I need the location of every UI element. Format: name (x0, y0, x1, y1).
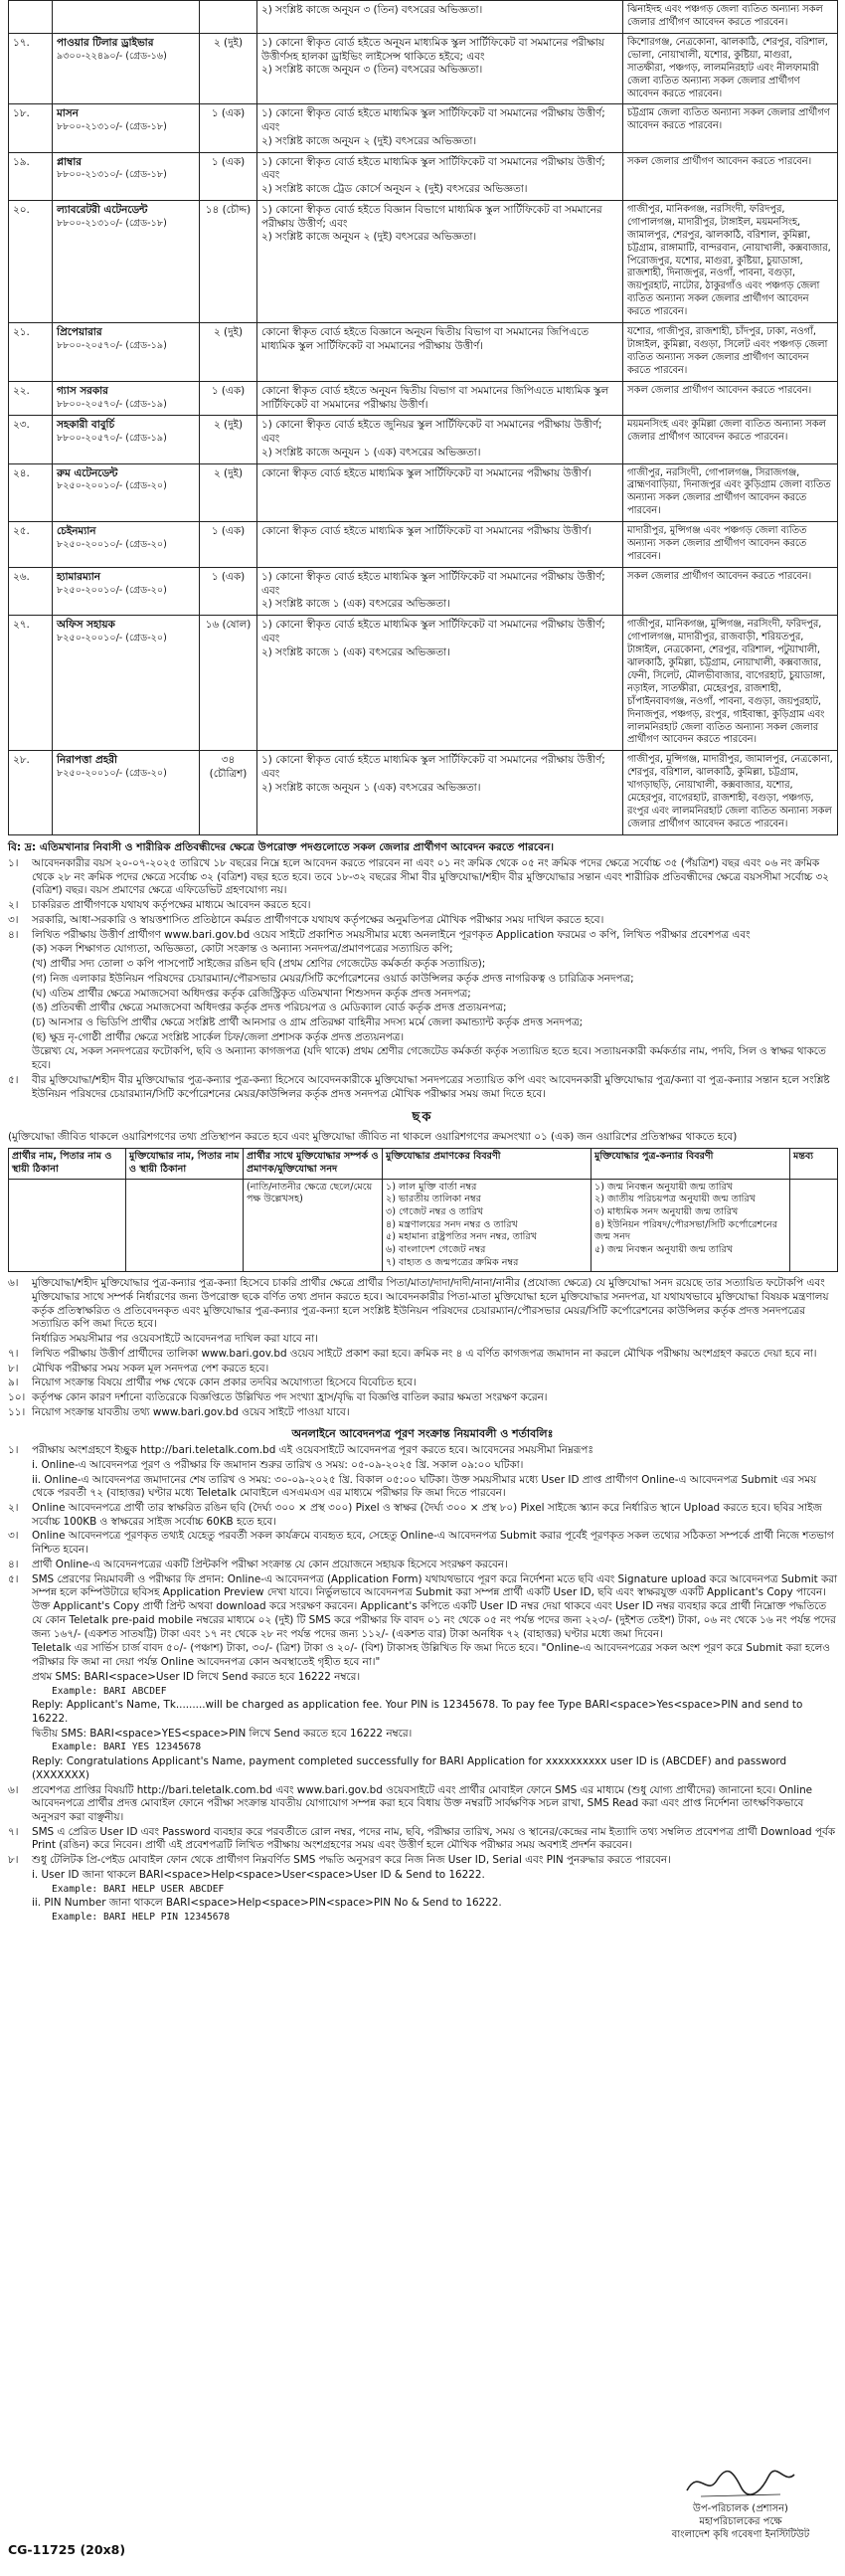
sms1-intro: প্রথম SMS: BARI<space>User ID লিখে Send করতে হবে 16222 নম্বরে। (32, 1670, 361, 1683)
nb-item-number: ৩। (8, 913, 19, 926)
nb-item (8, 914, 837, 928)
recovery-pin-example: Example: BARI HELP PIN 12345678 (52, 1912, 231, 1924)
qualification-line: কোনো স্বীকৃত বোর্ড হইতে মাধ্যমিক স্কুল সার্টিফিকেট বা সমমানের পরীক্ষায় উত্তীর্ণ। (261, 525, 592, 538)
nb-sub-items (8, 943, 837, 1044)
form-header-cell: প্রার্থীর সাথে মুক্তিযোদ্ধার সম্পর্ক ও প্রমাণক/মুক্তিযোদ্ধা সনদ (244, 1149, 383, 1179)
post-row (9, 416, 838, 463)
qualification-line: ১) কোনো স্বীকৃত বোর্ড হইতে অনূ্যন মাধ্যমিক স্কুল সার্টিফিকেট বা সমমানের পরীক্ষায় উত্তীর্ণসহ হালকা ড্রাইভিং লাইসেন্স থাকিতে হইবে; এবং (261, 36, 604, 63)
qualification-line: ২) সংশ্লিষ্ট কাজে ১ (এক) বৎসরের অভিজ্ঞতা। (261, 645, 450, 658)
post-count: ২ (দুই) (200, 33, 257, 104)
post-name: চেইনম্যান (57, 525, 96, 538)
form-header-row (9, 1149, 838, 1179)
post-count: ২ (দুই) (200, 416, 257, 463)
ad-code: CG-11725 (20x8) (8, 2541, 126, 2557)
nb-item-number: ২। (8, 899, 19, 912)
post-count: ১ (এক) (200, 567, 257, 615)
post-count: ৩৪ (চৌত্রিশ) (200, 751, 257, 835)
freedom-fighter-form-table (8, 1148, 838, 1272)
post-eligible-districts: গাজীপুর, মুন্সিগঞ্জ, মাদারীপুর, জামালপুর, নেত্রকোনা, শেরপুর, বরিশাল, ঝালকাঠি, কুমিল্লা, চট্টগ্রাম, খাগড়াছড়ি, নোয়াখালী, কক্সবাজার, যশোর, মেহেরপুর, বাগেরহাট, রাজশাহী, বগুড়া, পঞ্চগড়, রংপুর এবং লালমনিরহাট জেলা ব্যতিত অন্যান্য সকল জেলার প্রার্থীগণ আবেদন করতে পারবেন। (623, 751, 838, 835)
rule (8, 1363, 837, 1377)
rule-number: ৭। (8, 1347, 19, 1360)
qualification-line: ১) কোনো স্বীকৃত বোর্ড হইতে জুনিয়র স্কুল সার্টিফিকেট বা সমমানের পরীক্ষায় উত্তীর্ণ; এবং (261, 419, 602, 446)
rule-text: মুক্তিযোদ্ধা/শহীদ মুক্তিযোদ্ধার পুত্র-কন্যার পুত্র-কন্যা হিসেবে চাকরি প্রার্থীর ক্ষেত্রে প্রার্থীর পিতা/মাতা/দাদা/দাদী/নানা/নানীর (প্রযোজ্য ক্ষেত্রে) যে মুক্তিযোদ্ধা সনদ রয়েছে তার সত্যায়িত ফটোকপি এবং মুক্তিযোদ্ধার সাথে সম্পর্ক নির্ধারণের জন্য উপরোক্ত ছকে বর্ণিত তথ্য প্রদান করতে হবে। আবেদনকারীর পিতা-মাতা মুক্তিযোদ্ধা হলে মুক্তিযোদ্ধার সনদপত্র, যা যথাযথভাবে মুক্তিযোদ্ধা বিষয়ক মন্ত্রণালয় কর্তৃক প্রতিস্বাক্ষরিত ও প্রতিবেদনকৃত এবং মুক্তিযোদ্ধার পুত্র-কন্যার পুত্র-কন্যা হলে সংশ্লিষ্ট ইউনিয়ন পরিষদের চেয়ারম্যান/পৌরসভার মেয়র/সিটি কর্পোরেশনের কাউন্সিলর কর্তৃক প্রদত্ত সনদপত্রের সত্যায়িত কপি জমা দিতে হবে। (32, 1277, 829, 1331)
form-child-line: ৪) ইউনিয়ন পরিষদ/পৌরসভা/সিটি কর্পোরেশনের জন্ম সনদ (594, 1218, 778, 1243)
nb-sub-item: (খ) প্রার্থীর সদ্য তোলা ৩ কপি পাসপোর্ট সাইজের রঙিন ছবি (প্রথম শ্রেণির গেজেটেড কর্মকর্তা কর্তৃক সত্যায়িত); (32, 958, 486, 971)
post-serial: ২১. (9, 323, 53, 382)
nb-item-number: ১। (8, 856, 19, 869)
post-count: ১ (এক) (200, 381, 257, 415)
post-eligible-districts: কিশোরগঞ্জ, নেত্রকোনা, ঝালকাঠি, শেরপুর, বরিশাল, ভোলা, নোয়াখালী, যশোর, কুষ্টিয়া, মাগুরা, সাতক্ষীরা, পঞ্চগড়, লালমনিরহাট এবং নীলফামারী জেলা ব্যতিত অন্যান্য সকল জেলার প্রার্থীগণ আবেদন করতে পারবেন। (623, 33, 838, 104)
post-row (9, 33, 838, 104)
post-serial: ২৮. (9, 751, 53, 835)
form-cell-fighter (126, 1179, 244, 1272)
post-name-cell (53, 33, 200, 104)
online-item-text: প্রার্থী Online-এ আবেদনপত্রের একটি প্রিন্টকপি পরীক্ষা সংক্রান্ত যে কোন প্রয়োজনে সহায়ক হিসেবে সংরক্ষণ করবেন। (32, 1558, 508, 1570)
post-pay-scale: ৮৮০০-২১৩১০/- (গ্রেড-১৮) (57, 121, 167, 133)
online-item (8, 1826, 837, 1853)
post-row (9, 567, 838, 615)
rule-number (8, 1333, 32, 1347)
qualification-line: ২) সংশ্লিষ্ট কাজে ট্রেড কোর্সে অনূ্যন ২ (দুই) বৎসরের অভিজ্ঞতা। (261, 183, 528, 196)
post-pay-scale: ৮২৫০-২০০১০/- (গ্রেড-২০) (57, 480, 167, 492)
post-qualification (257, 104, 623, 152)
online-item-text: i. Online-এ আবেদনপত্র পূরণ ও পরীক্ষার ফি জমাদান শুরুর তারিখ ও সময়: ০৫-০৯-২০২৫ খ্রি. সকাল ০৯:০০ ঘটিকা। (32, 1458, 524, 1471)
post-name: পাওয়ার টিলার ড্রাইভার (57, 36, 154, 49)
nb-item-number: ৪। (8, 928, 19, 941)
form-proof-line: ৬) বাংলাদেশ গেজেট নম্বর (386, 1243, 486, 1255)
form-title: ছক (412, 1110, 433, 1126)
form-header-cell: প্রার্থীর নাম, পিতার নাম ও স্থায়ী ঠিকানা (9, 1149, 126, 1179)
footer (8, 2457, 837, 2566)
post-count: ১৬ (ষোল) (200, 616, 257, 751)
rule (8, 1377, 837, 1390)
nb-sub-item: (ঙ) প্রতিবন্ধী প্রার্থীর ক্ষেত্রে সমাজসেবা অধিদপ্তর কর্তৃক প্রদত্ত পরিচয়পত্র ও মেডিক্যাল বোর্ড কর্তৃক প্রদত্ত প্রত্যয়নপত্র; (32, 1002, 507, 1014)
post-name-cell (53, 381, 200, 415)
rule (8, 1406, 837, 1420)
post-name-cell (53, 751, 200, 835)
post-name-cell (53, 463, 200, 522)
post-pay-scale: ৮৮০০-২১৩১০/- (গ্রেড-১৮) (57, 217, 167, 229)
post-qualification (257, 152, 623, 200)
online-item (8, 1502, 837, 1529)
post-qualification (257, 1, 623, 34)
post-eligible-districts: মাদারীপুর, মুন্সিগঞ্জ এবং পঞ্চগড় জেলা ব্যতিত অন্যান্য সকল জেলার প্রার্থীগণ আবেদন করতে পারবেন। (623, 522, 838, 568)
qualification-line: কোনো স্বীকৃত বোর্ড হইতে বিজ্ঞানে অনূ্যন দ্বিতীয় বিভাগ বা সমমানের জিপিএতে মাধ্যমিক স্কুল সার্টিফিকেট বা সমমানের পরীক্ষায় উত্তীর্ণ। (261, 326, 590, 352)
post-pay-scale: ৮২৫০-২০০১০/- (গ্রেড-২০) (57, 632, 167, 644)
online-item-number: ৫। (8, 1572, 19, 1585)
form-child-line: ১) জন্ম নিবন্ধন অনুযায়ী জন্ম তারিখ (594, 1181, 734, 1193)
online-item-text: প্রবেশপত্র প্রাপ্তির বিষয়টি http://bari.teletalk.com.bd এবং www.bari.gov.bd ওয়েবসাইটে এবং প্রার্থীর মোবাইল ফোনে SMS এর মাধ্যমে (শুধু যোগ্য প্রার্থীদের) জানানো হবে। Online আবেদনপত্রে প্রার্থীর প্রদত্ত মোবাইল ফোনে পরীক্ষা সংক্রান্ত যাবতীয় যোগাযোগ সম্পন্ন করা হবে বিধায় উক্ত নম্বরটি সার্বক্ষণিক সচল রাখা, SMS Read করা এবং প্রাপ্ত নির্দেশনা তাৎক্ষণিকভাবে অনুসরণ করা বাঞ্ছনীয়। (32, 1783, 813, 1823)
post-eligible-districts: সকল জেলার প্রার্থীগণ আবেদন করতে পারবেন। (623, 152, 838, 200)
post-count: ১ (এক) (200, 522, 257, 568)
post-row (9, 1, 838, 34)
post-qualification (257, 200, 623, 322)
form-header-cell: মন্তব্য (790, 1149, 838, 1179)
rule-number: ৯। (8, 1377, 19, 1389)
online-item-text: Online আবেদনপত্রে প্রার্থী তার স্বাক্ষরিত রঙিন ছবি (দৈর্ঘ্য ৩০০ × প্রস্থ ৩০০) Pixel ও স্বাক্ষর (দৈর্ঘ্য ৩০০ × প্রস্থ ৮০) Pixel সাইজে স্ক্যান করে নির্ধারিত স্থানে Upload করতে হবে। ছবির সাইজ সর্বোচ্চ 100KB ও স্বাক্ষরের সাইজ সর্বোচ্চ 60KB হতে হবে। (32, 1501, 822, 1528)
post-name-cell (53, 416, 200, 463)
post-name: গ্যাস সরকার (57, 384, 108, 397)
post-row (9, 463, 838, 522)
online-item-number (8, 1459, 32, 1473)
post-row (9, 152, 838, 200)
sms2-reply: Reply: Congratulations Applicant's Name, payment completed successfully for BARI Application for xxxxxxxxxx user ID is (ABCDEF) and password (XXXXXXX) (32, 1755, 787, 1781)
post-row (9, 200, 838, 322)
online-item (8, 1784, 837, 1825)
online-items (8, 1444, 837, 1670)
online-item-text: ii. Online-এ আবেদনপত্র জমাদানের শেষ তারিখ ও সময়: ৩০-০৯-২০২৫ খ্রি. বিকাল ০৫:০০ ঘটিকা। উক্ত সময়সীমার মধ্যে User ID প্রাপ্ত প্রার্থীগণ Online-এ আবেদনপত্র Submit এর সময় থেকে পরবর্তী ৭২ (বাহাত্তর) ঘণ্টার মধ্যে Teletalk মোবাইলে এসএমএস এর মাধ্যমে পরীক্ষার ফি জমা দিতে পারবেন। (32, 1473, 817, 1500)
post-count: ১ (এক) (200, 104, 257, 152)
form-proof-line: ৩) গেজেট নম্বর ও তারিখ (386, 1205, 484, 1217)
post-qualification (257, 33, 623, 104)
post-serial (9, 1, 53, 34)
post-name-cell (53, 323, 200, 382)
qualification-line: ১) কোনো স্বীকৃত বোর্ড হইতে মাধ্যমিক স্কুল সার্টিফিকেট বা সমমানের পরীক্ষায় উত্তীর্ণ; এবং (261, 570, 605, 597)
online-item-text: Teletalk এর সার্ভিস চার্জ বাবদ ৫০/- (পঞ্চাশ) টাকা, ৩০/- (ত্রিশ) টাকা ও ২০/- (বিশ) টাকাসহ উল্লিখিত ফি জমা দিতে হবে। "Online-এ আবেদনপত্রের সকল অংশ পূরণ করে Submit করা হলেও পরীক্ষার ফি জমা না দেয়া পর্যন্ত Online আবেদনপত্র কোন অবস্থাতেই গৃহীত হবে না।" (32, 1642, 830, 1669)
post-eligible-districts: যশোর, গাজীপুর, রাজশাহী, চাঁদপুর, ঢাকা, নওগাঁ, টাঙ্গাইল, কুমিল্লা, বগুড়া, সিলেট এবং পঞ্চগড় জেলা ব্যতিত অন্যান্য সকল জেলার প্রার্থীগণ আবেদন করতে পারবেন। (623, 323, 838, 382)
online-item (8, 1474, 837, 1501)
post-count: ১৪ (চৌদ্দ) (200, 200, 257, 322)
post-name-cell (53, 1, 200, 34)
post-eligible-districts: গাজীপুর, নরসিংদী, গোপালগঞ্জ, সিরাজগঞ্জ, ব্রাহ্মণবাড়িয়া, দিনাজপুর এবং কুড়িগ্রাম জেলা ব্যতিত অন্যান্য সকল জেলার প্রার্থীগণ আবেদন করতে পারবেন। (623, 463, 838, 522)
qualification-line: ১) কোনো স্বীকৃত বোর্ড হইতে বিজ্ঞান বিভাগে মাধ্যমিক স্কুল সার্টিফিকেট বা সমমানের পরীক্ষায় উত্তীর্ণ; এবং (261, 203, 602, 230)
sms1-reply: Reply: Applicant's Name, Tk.........will be charged as application fee. Your PIN is 12345678. To pay fee Type BARI<space>Yes<space>PIN and send to 16222. (32, 1699, 803, 1725)
nb-sub-item: (ক) সকল শিক্ষাগত যোগ্যতা, অভিজ্ঞতা, কোটা সংক্রান্ত ও অন্যান্য সনদপত্র/প্রমাণপত্রের সত্যায়িত কপি; (32, 943, 453, 956)
post-name: নিরাপত্তা প্রহরী (57, 754, 117, 767)
post-row (9, 751, 838, 835)
rule-text: নিয়োগ সংক্রান্ত বিষয়ে প্রার্থীর পক্ষ থেকে কোন প্রকার তদবির অযোগ্যতা হিসেবে বিবেচিত হবে। (32, 1377, 417, 1389)
post-name: মাসন (57, 107, 79, 120)
post-name-cell (53, 567, 200, 615)
qualification-line: কোনো স্বীকৃত বোর্ড হইতে মাধ্যমিক স্কুল সার্টিফিকেট বা সমমানের পরীক্ষায় উত্তীর্ণ। (261, 466, 592, 479)
form-proof-line: ৪) মন্ত্রণালয়ের সনদ নম্বর ও তারিখ (386, 1218, 518, 1230)
nb-item (8, 929, 837, 943)
qualification-line: ১) কোনো স্বীকৃত বোর্ড হইতে মাধ্যমিক স্কুল সার্টিফিকেট বা সমমানের পরীক্ষায় উত্তীর্ণ; এবং (261, 155, 605, 182)
nb-section (8, 841, 837, 1101)
post-qualification (257, 567, 623, 615)
online-item-number (8, 1642, 32, 1669)
form-child-line: ২) জাতীয় পরিচয়পত্র অনুযায়ী জন্ম তারিখ (594, 1194, 757, 1205)
post-count: ২ (দুই) (200, 463, 257, 522)
post-pay-scale: ৮২৫০-২০০১০/- (গ্রেড-২০) (57, 538, 167, 550)
post-count: ২ (দুই) (200, 323, 257, 382)
post-row (9, 616, 838, 751)
form-header-cell: মুক্তিযোদ্ধার প্রমাণকের বিবরণী (383, 1149, 592, 1179)
rule (8, 1333, 837, 1347)
signature-icon (681, 2463, 800, 2502)
nb-item-text: চাকরিরত প্রার্থীগণকে যথাযথ কর্তৃপক্ষের মাধ্যমে আবেদন করতে হবে। (32, 899, 311, 912)
post-pay-scale: ৯৩০০-২২৪৯০/- (গ্রেড-১৬) (57, 50, 167, 62)
form-intro: (মুক্তিযোদ্ধা জীবিত থাকলে ওয়ারিশগণের তথ্য প্রতিস্থাপন করতে হবে এবং মুক্তিযোদ্ধা জীবিত না থাকলে ওয়ারিশগণের ক্রমসংখ্যা ০১ (এক) জন ওয়ারিশের প্রতিস্বাক্ষর থাকতে হবে) (8, 1130, 738, 1143)
post-count (200, 1, 257, 34)
post-eligible-districts: গাজীপুর, মানিকগঞ্জ, নরসিংদী, ফরিদপুর, গোপালগঞ্জ, মাদারীপুর, টাঙ্গাইল, ময়মনসিংহ, জামালপুর, শেরপুর, ঝালকাঠি, বরিশাল, কুমিল্লা, চট্টগ্রাম, রাঙ্গামাটি, বান্দরবান, নোয়াখালী, কক্সবাজার, পিরোজপুর, যশোর, মাগুরা, কুষ্টিয়া, চুয়াডাঙ্গা, রাজশাহী, দিনাজপুর, নওগাঁ, পাবনা, বগুড়া, জয়পুরহাট, নাটোর, ঠাকুরগাঁও এবং পঞ্চগড় জেলা ব্যতিত অন্যান্য সকল জেলার প্রার্থীগণ আবেদন করতে পারবেন। (623, 200, 838, 322)
rule (8, 1277, 837, 1332)
post-row (9, 381, 838, 415)
rule-text: নিয়োগ সংক্রান্ত যাবতীয় তথ্য www.bari.gov.bd ওয়েব সাইটে পাওয়া যাবে। (32, 1405, 350, 1418)
form-header-cell: মুক্তিযোদ্ধার পুত্র-কন্যার বিবরণী (592, 1149, 790, 1179)
post-row (9, 522, 838, 568)
qualification-line: ২) সংশ্লিষ্ট কাজে অনূ্যন ৩ (তিন) বৎসরের অভিজ্ঞতা। (261, 4, 483, 16)
post-serial: ২০. (9, 200, 53, 322)
post-name-cell (53, 200, 200, 322)
form-proof-line: ১) লাল মুক্তি বার্তা নম্বর (386, 1181, 477, 1193)
post-serial: ১৮. (9, 104, 53, 152)
signatory-on-behalf: মহাপরিচালকের পক্ষে (699, 2516, 782, 2528)
post-name-cell (53, 616, 200, 751)
recovery-userid: i. User ID জানা থাকলে BARI<space>Help<space>User<space>User ID & Send to 16222. (32, 1868, 485, 1881)
online-item-text: Online আবেদনপত্রে পূরণকৃত তথ্যই যেহেতু পরবর্তী সকল কার্যক্রমে ব্যবহৃত হবে, সেহেতু Online-এ আবেদনপত্র Submit করার পূর্বেই পূরণকৃত সকল তথ্যের সঠিকতা সম্পর্কে প্রার্থী নিজে শতভাগ নিশ্চিত হবেন। (32, 1530, 834, 1557)
nb-note: উল্লেখ্য যে, সকল সনদপত্রের ফটোকপি, ছবি ও অন্যান্য কাগজপত্র (যদি থাকে) প্রথম শ্রেণীর গেজেটেড কর্মকর্তা কর্তৃক সত্যায়িত হতে হবে। সত্যায়নকারী কর্মকর্তার নাম, পদবি, সিল ও স্বাক্ষর থাকতে হবে। (32, 1045, 826, 1072)
post-qualification (257, 381, 623, 415)
qualification-line: ২) সংশ্লিষ্ট কাজে ১ (এক) বৎসরের অভিজ্ঞতা। (261, 598, 450, 611)
online-item-number: ৮। (8, 1854, 19, 1867)
post-name-cell (53, 152, 200, 200)
post-name: হ্যামারম্যান (57, 570, 100, 583)
post-eligible-districts: ময়মনসিংহ এবং কুমিল্লা জেলা ব্যতিত অন্যান্য সকল জেলার প্রার্থীগণ আবেদন করতে পারবেন। (623, 416, 838, 463)
signatory-organization: বাংলাদেশ কৃষি গবেষণা ইনস্টিটিউট (671, 2529, 810, 2541)
online-section (8, 1427, 837, 1925)
post-name: অফিস সহায়ক (57, 619, 115, 632)
post-serial: ২৭. (9, 616, 53, 751)
post-pay-scale: ৮২৫০-২০০১০/- (গ্রেড-২০) (57, 768, 167, 780)
online-item (8, 1573, 837, 1642)
qualification-line: কোনো স্বীকৃত বোর্ড হইতে অনূ্যন দ্বিতীয় বিভাগ বা সমমানের জিপিএতে মাধ্যমিক স্কুল সার্টিফিকেট বা সমমানের পরীক্ষায় উত্তীর্ণ। (261, 384, 609, 411)
rule-number: ১০। (8, 1391, 26, 1404)
post-pay-scale: ৮৮০০-২১৩১০/- (গ্রেড-১৮) (57, 169, 167, 181)
post-name: সহকারী বাবুর্চি (57, 419, 115, 432)
online-item-number (8, 1474, 32, 1501)
post-eligible-districts: ঝিনাইদহ এবং পঞ্চগড় জেলা ব্যতিত অন্যান্য সকল জেলার প্রার্থীগণ আবেদন করতে পারবেন। (623, 1, 838, 34)
nb-heading: বি: দ্র: এতিমখানার নিবাসী ও শারীরিক প্রতিবন্ধীদের ক্ষেত্রে উপরোক্ত পদগুলোতে সকল জেলার প্রার্থীগণ আবেদন করতে পারবেন। (8, 840, 555, 853)
qualification-line: ২) সংশ্লিষ্ট কাজে অনূ্যন ১ (এক) বৎসরের অভিজ্ঞতা। (261, 781, 481, 794)
form-body-row (9, 1179, 838, 1272)
post-serial: ২৬. (9, 567, 53, 615)
online-item-number: ৩। (8, 1530, 19, 1543)
rule-number: ৮। (8, 1362, 19, 1375)
form-proof-line: ২) ভারতীয় তালিকা নম্বর (386, 1194, 481, 1205)
online-item-number: ৭। (8, 1825, 19, 1838)
nb-items (8, 857, 837, 942)
post-name: ল্যাবরেটরী এটেনডেন্ট (57, 203, 148, 216)
rule-text: মৌখিক পরীক্ষার সময় সকল মূল সনদপত্র পেশ করতে হবে। (32, 1362, 269, 1375)
post-pay-scale: ৮২৫০-২০০১০/- (গ্রেড-২০) (57, 584, 167, 596)
form-cell-remarks (790, 1179, 838, 1272)
nb-item (8, 899, 837, 913)
post-name: প্লাম্বার (57, 155, 82, 168)
signature-block (656, 2463, 825, 2542)
post-pay-scale: ৮৮০০-২০৫৭০/- (গ্রেড-১৯) (57, 433, 167, 445)
post-eligible-districts: চট্টগ্রাম জেলা ব্যতিত অন্যান্য সকল জেলার প্রার্থীগণ আবেদন করতে পারবেন। (623, 104, 838, 152)
post-qualification (257, 751, 623, 835)
post-row (9, 104, 838, 152)
form-cell-proof (383, 1179, 592, 1272)
circular-page (8, 0, 837, 1926)
sms2-example: Example: BARI YES 12345678 (52, 1742, 202, 1753)
posts-table-body (9, 1, 838, 835)
nb-item-text: আবেদনকারীর বয়স ২০-০৭-২০২৫ তারিখে ১৮ বছরের নিম্নে হলে আবেদন করতে পারবেন না এবং ০১ নং ক্রমিক থেকে ০৫ নং ক্রমিক পদের ক্ষেত্রে সর্বোচ্চ ৩৫ (পঁয়ত্রিশ) বছর এবং ০৬ নং ক্রমিক থেকে ২৮ নং ক্রমিক পদের ক্ষেত্রে সর্বোচ্চ ৩২ (বত্রিশ) বছর হতে হবে। তবে ১৮-৩২ বছরের সীমা বীর মুক্তিযোদ্ধা/শহীদ বীর মুক্তিযোদ্ধার সন্তান এবং শারীরিক প্রতিবন্ধীদের ক্ষেত্রে বয়সসীমা সর্বোচ্চ ৩২ (বত্রিশ) বছর। বয়স প্রমাণের ক্ষেত্রে এফিডেভিট গ্রহণযোগ্য নয়। (32, 856, 829, 897)
post-eligible-districts: গাজীপুর, মানিকগঞ্জ, মুন্সিগঞ্জ, নরসিংদী, ফরিদপুর, গোপালগঞ্জ, মাদারীপুর, রাজবাড়ী, শরিয়তপুর, টাঙ্গাইল, নেত্রকোনা, শেরপুর, বরিশাল, পটুয়াখালী, ঝালকাঠি, কুমিল্লা, চট্টগ্রাম, নোয়াখালী, কক্সবাজার, ফেনী, সিলেট, মৌলভীবাজার, বাগেরহাট, চুয়াডাঙ্গা, নড়াইল, সাতক্ষীরা, মেহেরপুর, রাজশাহী, চাঁপাইনবাবগঞ্জ, নওগাঁ, পাবনা, বগুড়া, জয়পুরহাট, দিনাজপুর, পঞ্চগড়, রংপুর, গাইবান্ধা, কুড়িগ্রাম এবং লালমনিরহাট জেলা ব্যতিত অন্যান্য সকল জেলার প্রার্থীগণ আবেদন করতে পারবেন। (623, 616, 838, 751)
post-name-cell (53, 104, 200, 152)
post-serial: ২৩. (9, 416, 53, 463)
form-child-line: ৩) মাধ্যমিক সনদ অনুযায়ী জন্ম তারিখ (594, 1205, 739, 1217)
nb-item-text: সরকারি, আধা-সরকারি ও স্বায়ত্তশাসিত প্রতিষ্ঠানে কর্মরত প্রার্থীগণকে যথাযথ কর্তৃপক্ষের অনুমতিপত্র মৌখিক পরীক্ষার সময় দাখিল করতে হবে। (32, 913, 604, 926)
rule (8, 1348, 837, 1362)
post-pay-scale: ৮৮০০-২০৫৭০/- (গ্রেড-১৯) (57, 339, 167, 351)
rule-text: কর্তৃপক্ষ কোন কারণ দর্শানো ব্যতিরেকে বিজ্ঞপ্তিতে উল্লিখিত পদ সংখ্যা হ্রাস/বৃদ্ধি বা বিজ্ঞপ্তি বাতিল করার ক্ষমতা সংরক্ষণ করেন। (32, 1391, 548, 1404)
posts-table (8, 0, 838, 835)
online-item-number: ২। (8, 1501, 19, 1514)
online-item (8, 1459, 837, 1473)
form-cell-children (592, 1179, 790, 1272)
post-qualification (257, 416, 623, 463)
online-item (8, 1854, 837, 1868)
online-item-number: ১। (8, 1444, 19, 1457)
post-serial: ১৯. (9, 152, 53, 200)
form-cell-candidate (9, 1179, 126, 1272)
post-serial: ২৪. (9, 463, 53, 522)
post-count: ১ (এক) (200, 152, 257, 200)
nb-sub-item: (গ) নিজ এলাকার ইউনিয়ন পরিষদের চেয়ারম্যান/পৌরসভার মেয়র/সিটি কর্পোরেশনের ওয়ার্ড কাউন্সিলর কর্তৃক প্রদত্ত নাগরিকত্ব ও চারিত্রিক সনদপত্র; (32, 972, 634, 985)
post-qualification (257, 522, 623, 568)
form-proof-line: ৫) মহামান্য রাষ্ট্রপতির সনদ নম্বর, তারিখ (386, 1231, 538, 1243)
online-item-number: ৬। (8, 1783, 19, 1796)
form-proof-line: ৭) বাহ্যত ও জন্মপত্রের ক্রমিক নম্বর (386, 1256, 519, 1268)
online-item-text: শুধু টেলিটক প্রি-পেইড মোবাইল ফোন থেকে প্রার্থীগণ নিম্নবর্ণিত SMS পদ্ধতি অনুসরণ করে নিজ নিজ User ID, Serial এবং PIN পুনরুদ্ধার করতে পারবেন। (32, 1854, 671, 1867)
online-item (8, 1444, 837, 1458)
nb-item (8, 857, 837, 898)
nb-item-text: লিখিত পরীক্ষায় উত্তীর্ণ প্রার্থীগণ www.bari.gov.bd ওয়েব সাইটে প্রকাশিত সময়সীমার মধ্যে অনলাইনে পূরণকৃত Application ফরমের ৩ কপি, লিখিত পরীক্ষার প্রবেশপত্র এবং (32, 928, 751, 941)
rule (8, 1391, 837, 1405)
post-serial: ২২. (9, 381, 53, 415)
sms2-intro: দ্বিতীয় SMS: BARI<space>YES<space>PIN লিখে Send করতে হবে 16222 নম্বরে। (32, 1727, 413, 1740)
nb-sub-item: (চ) আনসার ও ভিডিপি প্রার্থীর ক্ষেত্রে সংশ্লিষ্ট প্রার্থী আনসার ও গ্রাম প্রতিরক্ষা বাহিনীর সদস্য মর্মে জেলা কমান্ড্যান্ট কর্তৃক প্রদত্ত সনদপত্র; (32, 1015, 584, 1028)
sms1-example: Example: BARI ABCDEF (52, 1685, 167, 1697)
signatory-designation: উপ-পরিচালক (প্রশাসন) (693, 2503, 788, 2514)
rule-text: লিখিত পরীক্ষায় উত্তীর্ণ প্রার্থীদের তালিকা www.bari.gov.bd ওয়েব সাইটে প্রকাশ করা হবে। ক্রমিক নং ৪ এ বর্ণিত কাগজপত্র জমাদান না করলে মৌখিক পরীক্ষায় অংশগ্রহণ করতে দেয়া হবে না। (32, 1347, 817, 1360)
post-row (9, 323, 838, 382)
qualification-line: ১) কোনো স্বীকৃত বোর্ড হইতে মাধ্যমিক স্কুল সার্টিফিকেট বা সমমানের পরীক্ষায় উত্তীর্ণ; এবং (261, 107, 605, 134)
post-name: রুম এটেনডেন্ট (57, 466, 118, 479)
post-serial: ২৫. (9, 522, 53, 568)
rule-text: নির্ধারিত সময়সীমার পর ওয়েবসাইটে আবেদনপত্র দাখিল করা যাবে না। (32, 1333, 318, 1346)
online-items-2 (8, 1784, 837, 1868)
online-heading: অনলাইনে আবেদনপত্র পূরণ সংক্রান্ত নিয়মাবলী ও শর্তাবলিঃ (291, 1426, 554, 1440)
qualification-line: ২) সংশ্লিষ্ট কাজে অনূ্যন ১ (এক) বৎসরের অভিজ্ঞতা। (261, 446, 481, 459)
post-pay-scale: ৮৮০০-২০৫৭০/- (গ্রেড-১৯) (57, 398, 167, 410)
online-item-text: SMS এ প্রেরিত User ID এবং Password ব্যবহার করে পরবর্তীতে রোল নম্বর, পদের নাম, ছবি, পরীক্ষার তারিখ, সময় ও স্থানের/কেন্দ্রের নাম ইত্যাদি তথ্য সম্বলিত প্রবেশপত্র প্রার্থী Download পূর্বক Print (রঙিন) করে নিবেন। প্রার্থী এই প্রবেশপত্রটি লিখিত পরীক্ষায় অংশগ্রহণের সময় এবং উত্তীর্ণ হলে মৌখিক পরীক্ষার সময় অবশ্যই প্রদর্শন করবেন। (32, 1825, 836, 1852)
post-name: প্রিপেয়ারার (57, 326, 102, 339)
post-name-cell (53, 522, 200, 568)
qualification-line: ১) কোনো স্বীকৃত বোর্ড হইতে মাধ্যমিক স্কুল সার্টিফিকেট বা সমমানের পরীক্ষায় উত্তীর্ণ; এবং (261, 619, 605, 644)
form-header-cell: মুক্তিযোদ্ধার নাম, পিতার নাম ও স্থায়ী ঠিকানা (126, 1149, 244, 1179)
recovery-pin: ii. PIN Number জানা থাকলে BARI<space>Help<space>PIN<space>PIN No & Send to 16222. (32, 1897, 502, 1910)
rule-number: ১১। (8, 1405, 26, 1418)
post-qualification (257, 616, 623, 751)
online-item-text: SMS প্রেরণের নিয়মাবলী ও পরীক্ষার ফি প্রদান: Online-এ আবেদনপত্র (Application Form) যথাযথভাবে পূরণ করে নির্দেশনা মতে ছবি এবং Signature upload করে আবেদনপত্র Submit করা সম্পন্ন হলে কম্পিউটারে ছবিসহ Application Preview দেখা যাবে। নির্ভুলভাবে আবেদনপত্র Submit করা সম্পন্ন প্রার্থী একটি User ID, ছবি এবং স্বাক্ষরযুক্ত একটি Applicant's Copy পাবেন। উক্ত Applicant's Copy প্রার্থী প্রিন্ট অথবা download করে সংরক্ষণ করবেন। Applicant's কপিতে একটি User ID নম্বর দেয়া থাকবে এবং User ID নম্বর ব্যবহার করে প্রার্থী নিম্নোক্ত পদ্ধতিতে যে কোন Teletalk pre-paid mobile নম্বরের মাধ্যমে ০২ (দুই) টি SMS করে পরীক্ষার ফি বাবদ ০১ নং থেকে ০৫ নং পর্যন্ত পদের জন্য ২২৩/- (দুইশত তেইশ) টাকা, ০৬ নং থেকে ১৬ নং পর্যন্ত পদের জন্য ১৬৭/- (একশত সাতষট্টি) টাকা এবং ১৭ নং থেকে ২৮ নং পর্যন্ত পদের জন্য ১১২/- (একশত বার) টাকা অনধিক ৭২ (বাহাত্তর) ঘণ্টার মধ্যে জমা দিবেন। (32, 1572, 837, 1640)
qualification-line: ১) কোনো স্বীকৃত বোর্ড হইতে মাধ্যমিক স্কুল সার্টিফিকেট বা সমমানের পরীক্ষায় উত্তীর্ণ; এবং (261, 754, 605, 781)
nb-sub-item: (ছ) ক্ষুদ্র নৃ-গোষ্ঠী প্রার্থীর ক্ষেত্রে সংশ্লিষ্ট সার্কেল চিফ/জেলা প্রশাসক কর্তৃক প্রদত্ত প্রত্যয়নপত্র। (32, 1030, 405, 1043)
post-serial: ১৭. (9, 33, 53, 104)
post-eligible-districts: সকল জেলার প্রার্থীগণ আবেদন করতে পারবেন। (623, 381, 838, 415)
nb-sub-item: (ঘ) এতিম প্রার্থীর ক্ষেত্রে সমাজসেবা অধিদপ্তর কর্তৃক রেজিস্ট্রিকৃত এতিমখানা শিশুসদন কর্তৃক প্রদত্ত সনদপত্র; (32, 987, 471, 1000)
nb-item-5: ৫। বীর মুক্তিযোদ্ধা/শহীদ বীর মুক্তিযোদ্ধার পুত্র-কন্যার পুত্র-কন্যা হিসেবে আবেদনকারীকে মুক্তিযোদ্ধা সনদপত্রের সত্যায়িত কপি এবং আবেদনকারী মুক্তিযোদ্ধার পুত্র/কন্যা বা পুত্র-কন্যার সন্তান হলে সংশ্লিষ্ট ইউনিয়ন পরিষদের চেয়ারম্যান/সিটি কর্পোরেশনের মেয়র/কাউন্সিলর কর্তৃক প্রদত্ত সনদপত্র মৌখিক পরীক্ষার সময় জমা দিতে হবে। (8, 1073, 830, 1100)
form-child-line: ৫) জন্ম নিবন্ধন অনুযায়ী জন্ম তারিখ (594, 1243, 734, 1255)
online-item-text: পরীক্ষায় অংশগ্রহণে ইচ্ছুক http://bari.teletalk.com.bd এই ওয়েবসাইটে আবেদনপত্র পূরণ করতে হবে। আবেদনের সময়সীমা নিম্নরূপঃ (32, 1444, 593, 1457)
online-item (8, 1559, 837, 1572)
qualification-line: ২) সংশ্লিষ্ট কাজে অনূ্যন ৩ (তিন) বৎসরের অভিজ্ঞতা। (261, 64, 483, 77)
qualification-line: ২) সংশ্লিষ্ট কাজে অনূ্যন ২ (দুই) বৎসরের অভিজ্ঞতা। (261, 134, 477, 147)
post-qualification (257, 323, 623, 382)
online-item (8, 1530, 837, 1557)
recovery-userid-example: Example: BARI HELP USER ABCDEF (52, 1883, 225, 1895)
post-qualification (257, 463, 623, 522)
post-eligible-districts: সকল জেলার প্রার্থীগণ আবেদন করতে পারবেন। (623, 567, 838, 615)
online-item (8, 1642, 837, 1669)
online-item-number: ৪। (8, 1558, 19, 1570)
general-rules (8, 1277, 837, 1419)
rule-number: ৬। (8, 1277, 19, 1290)
form-cell-relation: (নাতি/নাতনীর ক্ষেত্রে ছেলে/মেয়ে পক্ষ উল্লেখসহ) (244, 1179, 383, 1272)
qualification-line: ২) সংশ্লিষ্ট কাজে অনূ্যন ২ (দুই) বৎসরের অভিজ্ঞতা। (261, 231, 477, 244)
